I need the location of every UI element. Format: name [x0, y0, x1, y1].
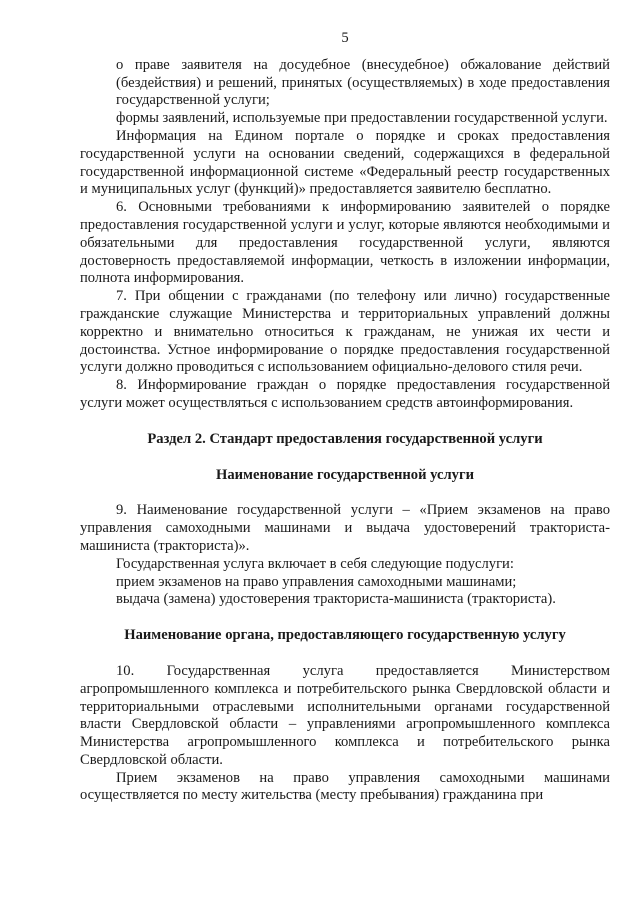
- paragraph-subservice-exams: прием экзаменов на право управления самоходными машинами;: [116, 573, 517, 590]
- spacer: [80, 609, 610, 627]
- spacer: [80, 413, 610, 431]
- page-number: 5: [341, 30, 349, 46]
- section-title: Раздел 2. Стандарт предоставления государственной услуги: [147, 430, 543, 447]
- paragraph-item-8: 8. Информирование граждан о порядке предоставления государственной услуги может осуществляться с использованием средств автоинформирования.: [80, 377, 610, 411]
- spacer: [80, 484, 610, 502]
- paragraph-appeal-right: о праве заявителя на досудебное (внесудебное) обжалование действий (бездействия) и решений, принятых (осуществляемых) в ходе предоставления государственной услуги;: [116, 56, 610, 109]
- paragraph-subservices-intro: Государственная услуга включает в себя следующие подуслуги:: [116, 555, 514, 572]
- document-page: [80, 30, 610, 805]
- paragraph-item-10: 10. Государственная услуга предоставляется Министерством агропромышленного комплекса и потребительского рынка Свердловской области и территориальными отраслевыми исполнительными органами государственной власти Свердловской области – управлениями агропромышленного комплекса Министерства агропромышленного комплекса и потребительского рынка Свердловской области.: [80, 662, 610, 768]
- paragraph-item-9: 9. Наименование государственной услуги – «Прием экзаменов на право управления самоходными машинами и выдача удостоверений тракториста-машиниста (тракториста)».: [80, 502, 610, 554]
- paragraph-item-7: 7. При общении с гражданами (по телефону или лично) государственные гражданские служащие Министерства и территориальных управлений должны корректно и внимательно относиться к гражданам, не унижая их чести и достоинства. Устное информирование о порядке предоставления государственной услуги должно проводиться с использованием официально-делового стиля речи.: [80, 288, 610, 376]
- subheading-service-name: Наименование государственной услуги: [216, 466, 474, 483]
- paragraph-exam-location: Прием экзаменов на право управления самоходными машинами осуществляется по месту жительства (месту пребывания) гражданина при: [80, 769, 610, 804]
- paragraph-forms: формы заявлений, используемые при предоставлении государственной услуги.: [116, 110, 608, 127]
- spacer: [80, 645, 610, 663]
- paragraph-subservice-license: выдача (замена) удостоверения тракториста-машиниста (тракториста).: [116, 591, 556, 608]
- paragraph-item-6: 6. Основными требованиями к информированию заявителей о порядке предоставления государственной услуги и услуг, которые являются необходимыми и обязательными для предоставления государственной услуги, являются достоверность предоставляемой информации, четкость в изложении информации, полнота информирования.: [80, 199, 610, 287]
- paragraph-unified-portal: Информация на Едином портале о порядке и сроках предоставления государственной услуги на основании сведений, содержащихся в федеральной государственной информационной системе «Федеральный реестр государственных и муниципальных услуг (функций)» предоставляется заявителю бесплатно.: [80, 127, 610, 198]
- subheading-authority: Наименование органа, предоставляющего государственную услугу: [124, 627, 566, 644]
- spacer: [80, 449, 610, 467]
